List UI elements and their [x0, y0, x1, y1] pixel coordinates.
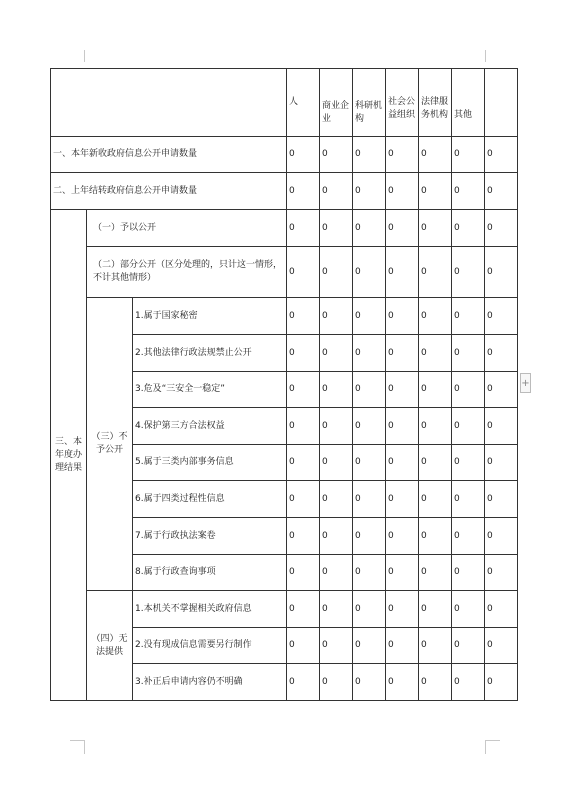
table-row: [51, 247, 518, 298]
crop-mark-bottom-right-v: [485, 740, 486, 754]
cell-value: 0: [320, 137, 353, 173]
row-label: 1.属于国家秘密: [133, 298, 287, 335]
cell-value: 0: [287, 137, 320, 173]
header-col-3: 科研机构: [353, 69, 386, 137]
cell-value: 0: [419, 173, 452, 210]
cell-value: 0: [353, 335, 386, 372]
cell-value: 0: [386, 628, 419, 664]
crop-mark-top-right: [485, 50, 486, 62]
row-label: 4.保护第三方合法权益: [133, 408, 287, 445]
row-label: 3.危及“三安全一稳定”: [133, 372, 287, 408]
table-header-row: [51, 69, 518, 137]
row-label: 一、本年新收政府信息公开申请数量: [51, 137, 287, 173]
cell-value: 0: [452, 664, 485, 701]
cell-value: 0: [386, 372, 419, 408]
cell-value: 0: [419, 247, 452, 298]
cell-value: 0: [452, 555, 485, 591]
cell-value: 0: [452, 173, 485, 210]
group-4-label: （四）无法提供: [87, 591, 133, 701]
header-blank-cell: [51, 69, 287, 137]
header-col-4: 社会公益组织: [386, 69, 419, 137]
cell-value: 0: [419, 481, 452, 518]
row-label: 8.属于行政查询事项: [133, 555, 287, 591]
cell-value: 0: [320, 298, 353, 335]
cell-value: 0: [353, 664, 386, 701]
cell-value: 0: [452, 298, 485, 335]
cell-value: 0: [320, 518, 353, 555]
header-col-2: 商业企业: [320, 69, 353, 137]
cell-value: 0: [485, 335, 518, 372]
cell-value: 0: [320, 628, 353, 664]
cell-value: 0: [485, 481, 518, 518]
header-col-6: 其他: [452, 69, 485, 137]
table-row: [51, 591, 518, 628]
section-3-label: 三、本年度办理结果: [51, 210, 87, 701]
row-label: 6.属于四类过程性信息: [133, 481, 287, 518]
cell-value: 0: [419, 210, 452, 247]
cell-value: 0: [485, 372, 518, 408]
cell-value: 0: [287, 247, 320, 298]
cell-value: 0: [353, 372, 386, 408]
row-label: （二）部分公开（区分处理的，只计这一情形，不计其他情形）: [87, 247, 287, 298]
cell-value: 0: [452, 210, 485, 247]
row-label: 7.属于行政执法案卷: [133, 518, 287, 555]
crop-mark-bottom-left-v: [84, 740, 85, 754]
cell-value: 0: [353, 298, 386, 335]
cell-value: 0: [419, 298, 452, 335]
cell-value: 0: [419, 137, 452, 173]
row-label: 二、上年结转政府信息公开申请数量: [51, 173, 287, 210]
cell-value: 0: [287, 298, 320, 335]
cell-value: 0: [287, 445, 320, 481]
cell-value: 0: [485, 445, 518, 481]
cell-value: 0: [452, 137, 485, 173]
cell-value: 0: [485, 664, 518, 701]
cell-value: 0: [386, 298, 419, 335]
cell-value: 0: [485, 137, 518, 173]
cell-value: 0: [452, 372, 485, 408]
row-label: 2.其他法律行政法规禁止公开: [133, 335, 287, 372]
cell-value: 0: [353, 481, 386, 518]
cell-value: 0: [419, 664, 452, 701]
table-row: [51, 298, 518, 335]
cell-value: 0: [320, 408, 353, 445]
cell-value: 0: [353, 591, 386, 628]
header-col-7: [485, 69, 518, 137]
cell-value: 0: [452, 591, 485, 628]
cell-value: 0: [485, 247, 518, 298]
cell-value: 0: [287, 173, 320, 210]
cell-value: 0: [485, 518, 518, 555]
cell-value: 0: [386, 481, 419, 518]
row-label: （一）予以公开: [87, 210, 287, 247]
cell-value: 0: [320, 445, 353, 481]
cell-value: 0: [386, 210, 419, 247]
crop-mark-bottom-left-h: [70, 740, 85, 741]
cell-value: 0: [287, 408, 320, 445]
cell-value: 0: [353, 628, 386, 664]
cell-value: 0: [386, 173, 419, 210]
row-label: 2.没有现成信息需要另行制作: [133, 628, 287, 664]
cell-value: 0: [485, 408, 518, 445]
row-label: 3.补正后申请内容仍不明确: [133, 664, 287, 701]
cell-value: 0: [320, 210, 353, 247]
cell-value: 0: [320, 173, 353, 210]
cell-value: 0: [386, 518, 419, 555]
cell-value: 0: [287, 591, 320, 628]
cell-value: 0: [320, 372, 353, 408]
table-row: [51, 137, 518, 173]
disclosure-statistics-table: [50, 68, 518, 701]
cell-value: 0: [452, 247, 485, 298]
cell-value: 0: [452, 481, 485, 518]
add-row-button[interactable]: +: [520, 373, 531, 393]
cell-value: 0: [353, 247, 386, 298]
cell-value: 0: [287, 210, 320, 247]
cell-value: 0: [287, 372, 320, 408]
cell-value: 0: [485, 555, 518, 591]
cell-value: 0: [452, 518, 485, 555]
cell-value: 0: [287, 518, 320, 555]
header-col-5: 法律服务机构: [419, 69, 452, 137]
cell-value: 0: [320, 591, 353, 628]
cell-value: 0: [419, 591, 452, 628]
cell-value: 0: [419, 445, 452, 481]
crop-mark-top-left: [84, 50, 85, 62]
cell-value: 0: [485, 628, 518, 664]
cell-value: 0: [353, 555, 386, 591]
header-col-1: 人: [287, 69, 320, 137]
cell-value: 0: [452, 335, 485, 372]
table-row: [51, 210, 518, 247]
cell-value: 0: [419, 335, 452, 372]
cell-value: 0: [287, 335, 320, 372]
cell-value: 0: [386, 408, 419, 445]
cell-value: 0: [320, 247, 353, 298]
group-3-label: （三）不予公开: [87, 298, 133, 591]
cell-value: 0: [287, 664, 320, 701]
cell-value: 0: [287, 628, 320, 664]
cell-value: 0: [386, 335, 419, 372]
cell-value: 0: [452, 628, 485, 664]
cell-value: 0: [353, 518, 386, 555]
cell-value: 0: [386, 445, 419, 481]
cell-value: 0: [452, 445, 485, 481]
cell-value: 0: [419, 628, 452, 664]
cell-value: 0: [320, 335, 353, 372]
table-row: [51, 173, 518, 210]
row-label: 5.属于三类内部事务信息: [133, 445, 287, 481]
cell-value: 0: [485, 173, 518, 210]
cell-value: 0: [320, 664, 353, 701]
cell-value: 0: [287, 555, 320, 591]
cell-value: 0: [386, 664, 419, 701]
cell-value: 0: [353, 210, 386, 247]
cell-value: 0: [419, 372, 452, 408]
cell-value: 0: [419, 555, 452, 591]
cell-value: 0: [287, 481, 320, 518]
crop-mark-bottom-right-h: [485, 740, 500, 741]
cell-value: 0: [353, 137, 386, 173]
cell-value: 0: [485, 591, 518, 628]
cell-value: 0: [419, 518, 452, 555]
cell-value: 0: [353, 173, 386, 210]
row-label: 1.本机关不掌握相关政府信息: [133, 591, 287, 628]
cell-value: 0: [353, 408, 386, 445]
cell-value: 0: [452, 408, 485, 445]
cell-value: 0: [386, 591, 419, 628]
cell-value: 0: [386, 247, 419, 298]
cell-value: 0: [485, 298, 518, 335]
cell-value: 0: [386, 555, 419, 591]
cell-value: 0: [419, 408, 452, 445]
cell-value: 0: [485, 210, 518, 247]
cell-value: 0: [386, 137, 419, 173]
cell-value: 0: [320, 481, 353, 518]
cell-value: 0: [320, 555, 353, 591]
cell-value: 0: [353, 445, 386, 481]
